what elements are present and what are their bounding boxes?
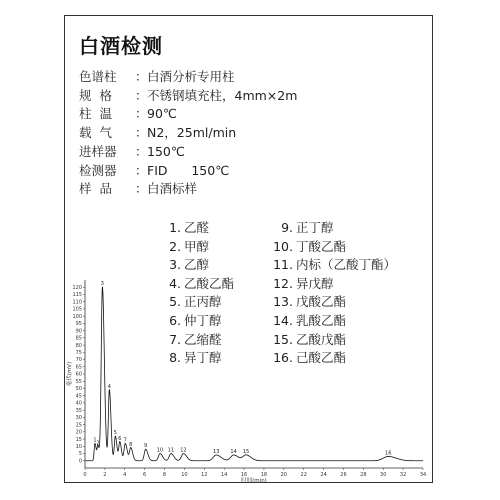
peak-label: 7: [123, 437, 127, 444]
y-tick-label: 0: [78, 458, 82, 465]
spec-row: [79, 124, 297, 143]
y-tick-label: 110: [72, 299, 82, 306]
legend-name: 乙缩醛: [184, 331, 222, 347]
spec-row: [79, 68, 297, 87]
legend-item: [163, 238, 234, 257]
chromatogram-trace: [86, 287, 424, 461]
legend-item: [267, 219, 396, 238]
x-tick-label: 22: [300, 472, 307, 478]
legend-number: 6.: [169, 312, 181, 328]
legend-name: 异丁醇: [184, 350, 222, 366]
y-tick-label: 105: [72, 306, 82, 313]
spec-label: 进样器: [79, 143, 117, 159]
spec-label: 柱 温: [79, 106, 112, 122]
peak-label: 4: [107, 383, 111, 390]
x-axis-label: 时间(min): [241, 478, 267, 484]
spec-value: 90℃: [147, 106, 177, 122]
legend-name: 己酸乙酯: [296, 350, 347, 366]
legend-item: [163, 219, 234, 238]
y-tick-label: 80: [75, 342, 82, 349]
x-tick-label: 28: [360, 472, 367, 478]
spec-value: 不锈钢填充柱，4mm×2m: [147, 87, 298, 103]
legend-name: 乙酸戊酯: [296, 331, 347, 347]
legend-name: 乙醇: [184, 257, 210, 273]
legend-name: 正丁醇: [296, 220, 334, 235]
peak-label: 13: [213, 448, 220, 455]
spec-label: 检测器: [79, 162, 117, 178]
y-tick-label: 30: [75, 415, 82, 422]
legend-number: 2.: [169, 238, 181, 254]
y-tick-label: 15: [75, 436, 82, 443]
legend-number: 11.: [273, 257, 293, 273]
legend-name: 戊酸乙酯: [296, 294, 347, 310]
spec-row: [79, 87, 297, 106]
x-tick-label: 2: [103, 472, 107, 478]
legend-number: 5.: [169, 294, 181, 310]
y-tick-label: 25: [75, 422, 82, 429]
legend-name: 仲丁醇: [184, 312, 222, 328]
legend-number: 10.: [273, 238, 293, 254]
y-tick-label: 45: [75, 393, 82, 400]
spec-row: [79, 162, 297, 181]
spec-row: [79, 180, 297, 199]
spec-row: [79, 105, 297, 124]
chromatogram-chart: [65, 274, 434, 484]
y-tick-label: 5: [78, 451, 82, 458]
spec-separator: ：: [135, 87, 148, 103]
x-tick-label: 10: [181, 472, 188, 478]
legend-number: 15.: [273, 331, 293, 347]
y-tick-label: 55: [75, 378, 82, 385]
x-tick-label: 8: [162, 472, 167, 478]
x-tick-label: 26: [340, 472, 347, 478]
peak-label: 9: [144, 443, 148, 450]
legend-name: 乙酸乙酯: [184, 275, 235, 291]
legend-number: 14.: [273, 312, 293, 328]
spec-row: [79, 143, 297, 162]
y-tick-label: 75: [75, 350, 82, 357]
spec-value: FID 150℃: [147, 162, 230, 178]
page-title: 白酒检测: [79, 34, 163, 58]
y-tick-label: 35: [75, 407, 82, 414]
x-tick-label: 4: [123, 472, 127, 478]
x-tick-label: 16: [240, 472, 248, 478]
y-tick-label: 115: [72, 292, 82, 299]
spec-value: 150℃: [147, 143, 185, 159]
x-tick-label: 6: [143, 472, 147, 478]
legend-number: 13.: [273, 294, 293, 310]
y-tick-label: 85: [75, 335, 82, 342]
legend-item: [267, 256, 396, 275]
y-tick-label: 120: [72, 284, 82, 291]
legend-number: 3.: [169, 257, 181, 273]
legend-name: 正丙醇: [184, 294, 222, 310]
peak-label: 14: [230, 448, 237, 455]
legend-number: 4.: [169, 275, 181, 291]
chromatogram-card: [64, 15, 433, 483]
y-axis-label: 毫伏(mV): [67, 361, 73, 387]
x-tick-label: 18: [260, 472, 268, 478]
spec-separator: ：: [135, 106, 148, 122]
spec-value: N2，25ml/min: [147, 125, 237, 141]
legend-number: 12.: [273, 275, 293, 291]
x-tick-label: 14: [220, 472, 228, 478]
spec-value: 白酒分析专用柱: [147, 69, 235, 84]
legend-item: [163, 256, 234, 275]
y-tick-label: 70: [75, 357, 82, 364]
peak-labels: [93, 281, 391, 456]
spec-separator: ：: [135, 162, 148, 178]
y-tick-label: 65: [75, 364, 82, 371]
x-tick-label: 20: [280, 472, 288, 478]
y-tick-label: 10: [75, 444, 82, 451]
peak-label: 2: [96, 440, 100, 447]
legend-name: 异戊醇: [296, 275, 334, 291]
spec-label: 样 品: [79, 181, 112, 197]
y-tick-label: 50: [75, 386, 82, 393]
legend-number: 1.: [169, 220, 181, 235]
peak-label: 12: [180, 447, 187, 454]
legend-number: 16.: [273, 350, 293, 366]
peak-label: 11: [167, 447, 175, 454]
legend-item: [267, 238, 396, 257]
legend-name: 乙醛: [184, 220, 210, 235]
x-tick-label: 12: [201, 472, 208, 478]
spec-list: [79, 68, 297, 199]
peak-label: 3: [100, 281, 104, 288]
spec-label: 载 气: [79, 125, 112, 141]
spec-label: 规 格: [79, 87, 112, 103]
peak-label: 8: [129, 441, 133, 448]
x-tick-label: 32: [399, 472, 407, 478]
y-tick-label: 90: [75, 328, 82, 335]
x-tick-label: 0: [83, 472, 87, 478]
legend-number: 8.: [169, 350, 181, 366]
legend-name: 内标（乙酸丁酯）: [296, 257, 397, 273]
chart-axes: [85, 280, 423, 468]
legend-name: 甲醇: [184, 238, 210, 254]
legend-name: 丁酸乙酯: [296, 238, 347, 254]
legend-number: 9.: [281, 220, 293, 235]
peak-label: 1: [93, 437, 97, 444]
y-tick-label: 100: [72, 313, 82, 320]
x-tick-label: 24: [320, 472, 327, 478]
peak-label: 10: [156, 447, 164, 454]
spec-separator: ：: [135, 125, 148, 141]
spec-separator: ：: [135, 181, 148, 197]
legend-name: 乳酸乙酯: [296, 312, 347, 328]
spec-separator: ：: [135, 69, 148, 84]
y-tick-label: 40: [75, 400, 82, 407]
peak-label: 5: [113, 430, 117, 437]
y-tick-label: 20: [75, 429, 82, 436]
x-tick-label: 34: [419, 472, 427, 478]
x-tick-label: 30: [380, 472, 387, 478]
spec-label: 色谱柱: [79, 69, 117, 84]
chart-ticks: [72, 285, 426, 478]
peak-label: 15: [242, 448, 250, 455]
y-tick-label: 60: [75, 371, 82, 378]
y-tick-label: 95: [75, 321, 82, 328]
spec-value: 白酒标样: [147, 181, 198, 197]
legend-number: 7.: [169, 331, 181, 347]
peak-label: 6: [118, 435, 122, 442]
spec-separator: ：: [135, 143, 148, 159]
peak-label: 16: [385, 450, 392, 457]
